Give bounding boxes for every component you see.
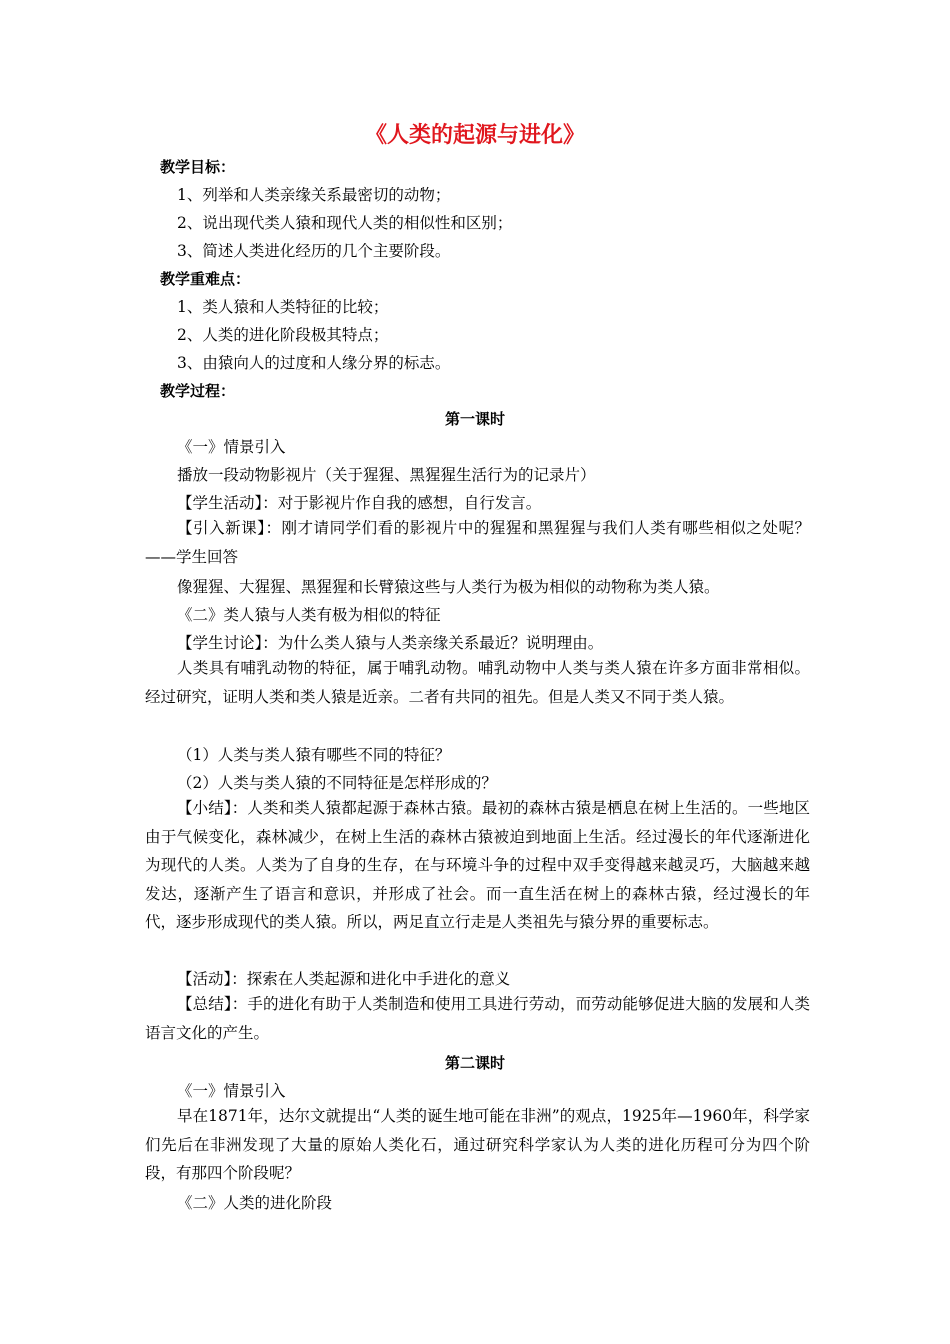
lesson1-paragraph: 像猩猩、大猩猩、黑猩猩和长臂猿这些与人类行为极为相似的动物称为类人猿。 (177, 578, 720, 596)
objectives-heading: 教学目标： (160, 158, 236, 176)
lesson1-paragraph: 播放一段动物影视片（关于猩猩、黑猩猩生活行为的记录片） (177, 466, 596, 484)
key-point-item: 3、由猿向人的过度和人缘分界的标志。 (177, 354, 451, 372)
lesson1-section1-title: 《一》情景引入 (177, 438, 286, 456)
lesson1-section2-title: 《二》类人猿与人类有极为相似的特征 (177, 606, 441, 624)
key-point-item: 1、类人猿和人类特征的比较； (177, 298, 389, 316)
question-item: （1）人类与类人猿有哪些不同的特征？ (177, 746, 451, 764)
lesson2-section1-title: 《一》情景引入 (177, 1082, 286, 1100)
activity-item: 【活动】：探索在人类起源和进化中手进化的意义 (177, 970, 511, 988)
lesson1-paragraph: 人类具有哺乳动物的特征，属于哺乳动物。哺乳动物中人类与类人猿在许多方面非常相似。经过研究，证明人类和类人猿是近亲。二者有共同的祖先。但是人类又不同于类人猿。 (145, 659, 810, 706)
lesson2-heading: 第二课时 (444, 1054, 505, 1072)
key-points-heading: 教学重难点： (160, 270, 251, 288)
lesson2-paragraph: 早在1871年，达尔文就提出“人类的诞生地可能在非洲”的观点，1925年—1960年，科学家们先后在非洲发现了大量的原始人类化石，通过研究科学家认为人类的进化历程可分为四个阶段，有那四个阶段呢？ (145, 1107, 810, 1182)
new-lesson-intro: 【引入新课】：刚才请同学们看的影视片中的猩猩和黑猩猩与我们人类有哪些相似之处呢？——学生回答 (145, 519, 810, 566)
objective-item: 1、列举和人类亲缘关系最密切的动物； (177, 186, 451, 204)
process-heading: 教学过程： (160, 382, 236, 400)
lesson2-section2-title: 《二》人类的进化阶段 (177, 1194, 333, 1212)
student-activity: 【学生活动】：对于影视片作自我的感想，自行发言。 (177, 494, 542, 512)
document-title: 《人类的起源与进化》 (364, 123, 585, 148)
key-point-item: 2、人类的进化阶段极其特点； (177, 326, 389, 344)
question-item: （2）人类与类人猿的不同特征是怎样形成的？ (177, 774, 497, 792)
objective-item: 3、简述人类进化经历的几个主要阶段。 (177, 242, 451, 260)
student-discussion: 【学生讨论】：为什么类人猿与人类亲缘关系最近？说明理由。 (177, 634, 604, 652)
lesson1-summary: 【小结】：人类和类人猿都起源于森林古猿。最初的森林古猿是栖息在树上生活的。一些地区由于气候变化，森林减少，在树上生活的森林古猿被迫到地面上生活。经过漫长的年代逐渐进化为现代的人类。人类为了自身的生存，在与环境斗争的过程中双手变得越来越灵巧，大脑越来越发达，逐渐产生了语言和意识，并形成了社会。而一直生活在树上的森林古猿，经过漫长的年代，逐步形成现代的类人猿。所以，两足直立行走是人类祖先与猿分界的重要标志。 (145, 799, 810, 931)
lesson1-conclusion: 【总结】：手的进化有助于人类制造和使用工具进行劳动，而劳动能够促进大脑的发展和人类语言文化的产生。 (145, 995, 810, 1042)
lesson1-heading: 第一课时 (444, 410, 505, 428)
objective-item: 2、说出现代类人猿和现代人类的相似性和区别； (177, 214, 513, 232)
